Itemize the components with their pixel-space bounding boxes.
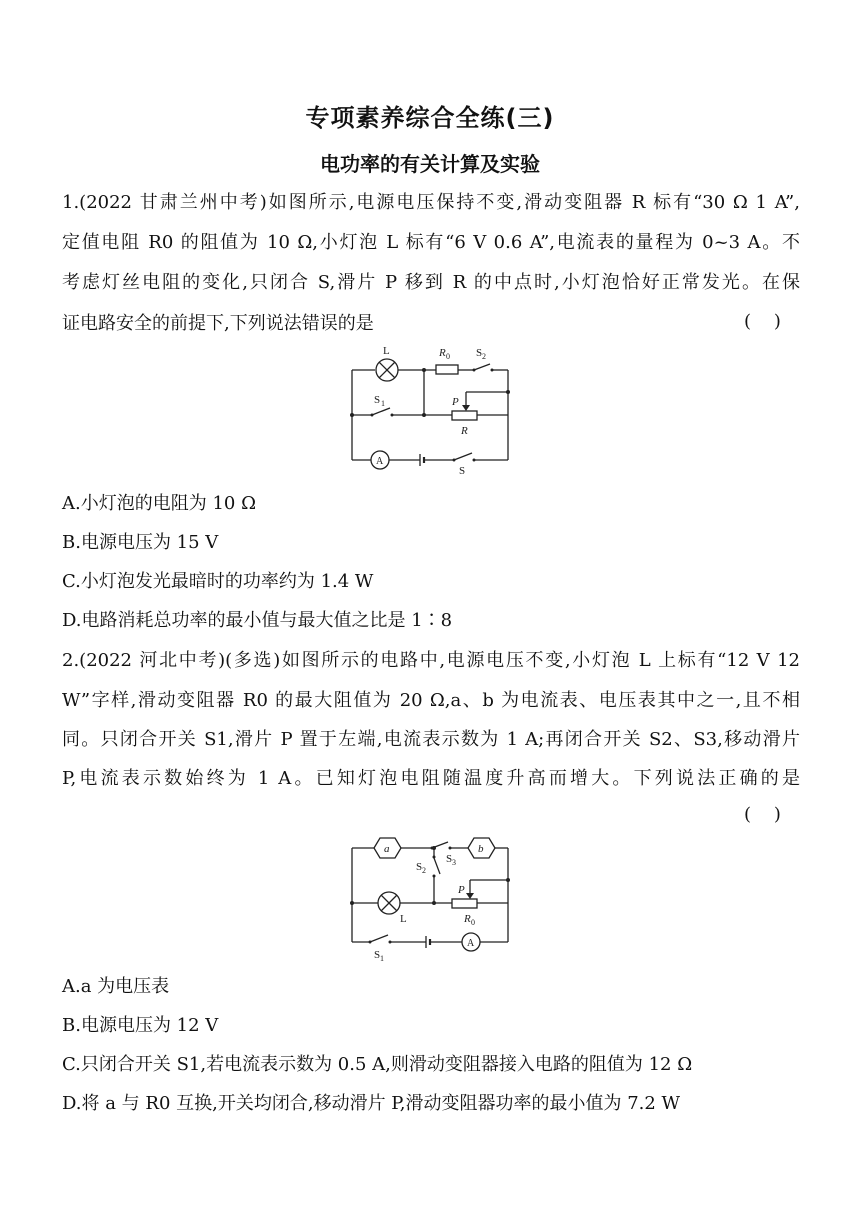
q1-option-a: A.小灯泡的电阻为 10 Ω — [62, 493, 256, 514]
q2-label-R0-sub: 0 — [471, 918, 475, 927]
q1-label-S2-sub: 2 — [482, 352, 486, 361]
q2-meter-b-label: b — [478, 843, 484, 855]
q1-label-L: L — [383, 345, 390, 357]
q2-label-S2: S — [416, 861, 423, 873]
page-subtitle: 电功率的有关计算及实验 — [320, 152, 540, 176]
q1-label-S1-sub: 1 — [381, 399, 385, 408]
q2-option-b: B.电源电压为 12 V — [62, 1015, 219, 1036]
q2-label-S1: S — [374, 949, 381, 961]
q2-ammeter-label: A — [467, 938, 475, 949]
q1-circuit-diagram — [340, 342, 520, 477]
q2-meter-a-label: a — [384, 843, 390, 855]
q2-option-a: A.a 为电压表 — [62, 976, 170, 997]
q2-label-L: L — [400, 913, 407, 925]
q2-option-c: C.只闭合开关 S1,若电流表示数为 0.5 A,则滑动变阻器接入电路的阻值为 12 Ω — [62, 1054, 693, 1075]
q2-line-2: W”字样,滑动变阻器 R0 的最大阻值为 20 Ω,a、b 为电流表、电压表其中之一,且不相 — [62, 690, 800, 711]
q2-label-S1-sub: 1 — [380, 954, 384, 963]
q1-label-R0: R — [439, 347, 446, 359]
q1-label-R: R — [461, 425, 468, 437]
q2-label-S3-sub: 3 — [452, 858, 456, 867]
q2-circuit-diagram — [340, 830, 520, 965]
q1-label-S2: S — [476, 347, 483, 359]
q1-option-d: D.电路消耗总功率的最小值与最大值之比是 1∶8 — [62, 610, 453, 631]
q1-line-3: 考虑灯丝电阻的变化,只闭合 S,滑片 P 移到 R 的中点时,小灯泡恰好正常发光。在保 — [62, 272, 800, 293]
q1-label-S: S — [459, 465, 466, 477]
page-title: 专项素养综合全练(三) — [305, 104, 555, 132]
q1-line-4: 证电路安全的前提下,下列说法错误的是 — [62, 313, 374, 334]
q2-answer-bracket: ( ) — [744, 804, 781, 825]
q1-label-R0-sub: 0 — [446, 352, 450, 361]
q1-line-2: 定值电阻 R0 的阻值为 10 Ω,小灯泡 L 标有“6 V 0.6 A”,电流表的量程为 0~3 A。不 — [62, 232, 800, 253]
q1-line-1: 1.(2022 甘肃兰州中考)如图所示,电源电压保持不变,滑动变阻器 R 标有“30 Ω 1 A”, — [62, 192, 800, 213]
q1-answer-bracket: ( ) — [744, 311, 781, 332]
q1-label-S1: S — [374, 394, 381, 406]
q2-line-3: 同。只闭合开关 S1,滑片 P 置于左端,电流表示数为 1 A;再闭合开关 S2、S3,移动滑片 — [62, 729, 800, 750]
q2-label-P: P — [458, 884, 465, 896]
q2-line-4: P,电流表示数始终为 1 A。已知灯泡电阻随温度升高而增大。下列说法正确的是 — [62, 768, 800, 789]
q2-label-S2-sub: 2 — [422, 866, 426, 875]
q2-label-S3: S — [446, 853, 453, 865]
q1-option-b: B.电源电压为 15 V — [62, 532, 219, 553]
q2-label-R0: R — [464, 913, 471, 925]
q1-ammeter-label: A — [376, 456, 384, 467]
q2-line-1: 2.(2022 河北中考)(多选)如图所示的电路中,电源电压不变,小灯泡 L 上标有“12 V 12 — [62, 650, 800, 671]
q2-option-d: D.将 a 与 R0 互换,开关均闭合,移动滑片 P,滑动变阻器功率的最小值为 7.2 W — [62, 1093, 681, 1114]
q1-label-P: P — [452, 396, 459, 408]
q1-option-c: C.小灯泡发光最暗时的功率约为 1.4 W — [62, 571, 374, 592]
